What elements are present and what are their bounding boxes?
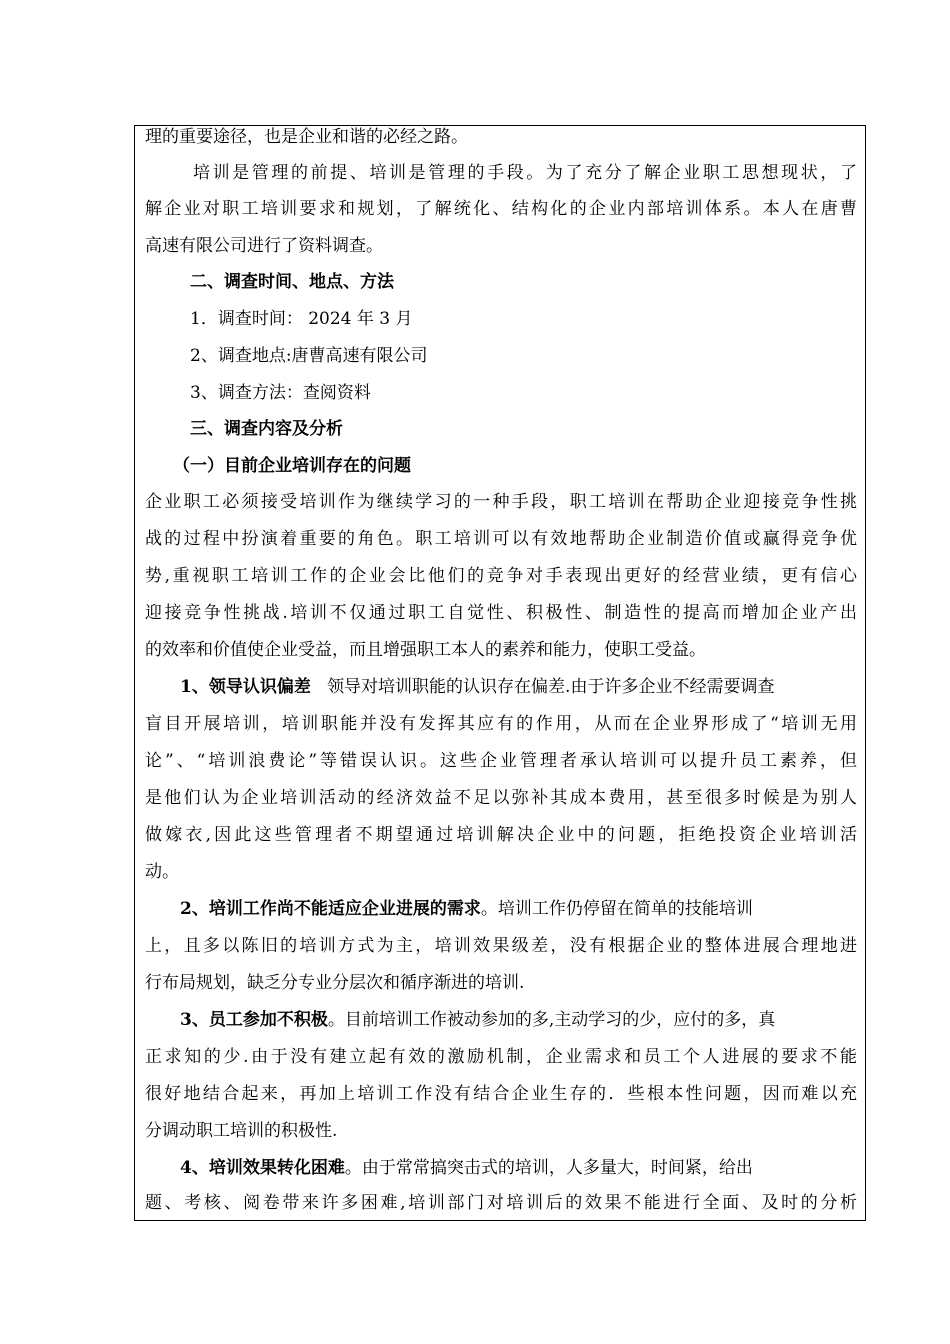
- paragraph-title: 2、培训工作尚不能适应企业进展的需求: [180, 899, 481, 919]
- text-line: 上，且多以陈旧的培训方式为主，培训效果级差，没有根据企业的整体进展合理地进: [145, 936, 857, 956]
- section-heading: 二、调查时间、地点、方法: [190, 272, 394, 292]
- text-line: 理的重要途径，也是企业和谐的必经之路。: [145, 127, 468, 147]
- text-line: 分调动职工培训的积极性.: [145, 1121, 338, 1141]
- text-line: 培训是管理的前提、培训是管理的手段。为了充分了解企业职工思想现状，了: [193, 163, 857, 183]
- paragraph-first-line: [180, 890, 857, 928]
- subsection-heading: （一）目前企业培训存在的问题: [173, 456, 411, 476]
- text-line: 企业职工必须接受培训作为继续学习的一种手段，职工培训在帮助企业迎接竞争性挑: [145, 492, 857, 512]
- list-item: 2、调查地点:唐曹高速有限公司: [190, 346, 428, 366]
- text-run: 。培训工作仍停留在简单的技能培训: [480, 899, 753, 919]
- text-line: 正求知的少.由于没有建立起有效的激励机制，企业需求和员工个人进展的要求不能: [145, 1047, 857, 1067]
- text-line: 高速有限公司进行了资料调查。: [145, 236, 383, 256]
- paragraph-title: 1、领导认识偏差: [180, 677, 311, 697]
- text-line: 很好地结合起来，再加上培训工作没有结合企业生存的．些根本性问题，因而难以充: [145, 1084, 857, 1104]
- list-item: 1．调查时间： 2024 年 3 月: [190, 309, 413, 329]
- text-line: 动。: [145, 862, 179, 882]
- text-line: 题、考核、阅卷带来许多困难,培训部门对培训后的效果不能进行全面、及时的分析: [145, 1193, 857, 1213]
- text-line: 行布局规划，缺乏分专业分层次和循序渐进的培训.: [145, 973, 525, 993]
- text-run: 。由于常常搞突击式的培训，人多量大，时间紧，给出: [344, 1158, 753, 1178]
- text-line: 的效率和价值使企业受益，而且增强职工本人的素养和能力，使职工受益。: [145, 640, 706, 660]
- text-run: 领导对培训职能的认识存在偏差.由于许多企业不经需要调查: [327, 677, 775, 697]
- text-line: 战的过程中扮演着重要的角色。职工培训可以有效地帮助企业制造价值或赢得竞争优: [145, 529, 857, 549]
- text-line: 盲目开展培训，培训职能并没有发挥其应有的作用，从而在企业界形成了“培训无用: [145, 714, 857, 734]
- text-line: 论”、“培训浪费论”等错误认识。这些企业管理者承认培训可以提升员工素养，但: [145, 751, 857, 771]
- list-item: 3、调查方法：查阅资料: [190, 383, 371, 403]
- paragraph-title: 3、员工参加不积极: [180, 1010, 328, 1030]
- paragraph-first-line: [180, 1001, 857, 1039]
- paragraph-first-line: [180, 1149, 857, 1187]
- text-line: 迎接竞争性挑战.培训不仅通过职工自觉性、积极性、制造性的提高而增加企业产出: [145, 603, 857, 623]
- text-line: 势,重视职工培训工作的企业会比他们的竞争对手表现出更好的经营业绩，更有信心: [145, 566, 857, 586]
- paragraph-first-line: [180, 668, 857, 706]
- paragraph-title: 4、培训效果转化困难: [180, 1158, 345, 1178]
- text-line: 做嫁衣,因此这些管理者不期望通过培训解决企业中的问题，拒绝投资企业培训活: [145, 825, 857, 845]
- text-run: 。目前培训工作被动参加的多,主动学习的少，应付的多，真: [327, 1010, 776, 1030]
- text-line: 是他们认为企业培训活动的经济效益不足以弥补其成本费用，甚至很多时候是为别人: [145, 788, 857, 808]
- section-heading: 三、调查内容及分析: [190, 419, 343, 439]
- text-line: 解企业对职工培训要求和规划，了解统化、结构化的企业内部培训体系。本人在唐曹: [145, 199, 857, 219]
